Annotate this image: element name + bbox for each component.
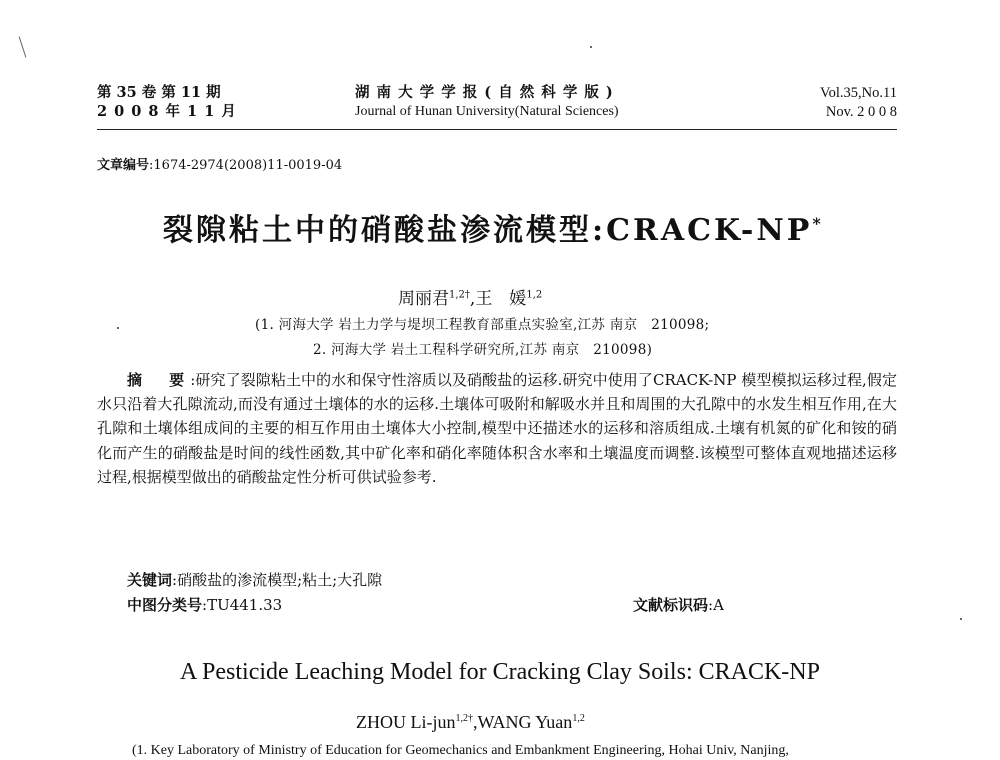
classification <box>127 594 282 615</box>
author-2-en: WANG Yuan <box>477 712 573 732</box>
author-1-en-affil: 1,2† <box>455 713 473 724</box>
author-1-en: ZHOU Li-jun <box>356 712 456 732</box>
keywords-label: 关键词 <box>127 571 173 589</box>
title-en: A Pesticide Leaching Model for Cracking Clay Soils: CRACK-NP <box>180 659 820 685</box>
keywords-value: :硝酸盐的渗流模型;粘土;大孔隙 <box>172 571 383 589</box>
article-number <box>97 154 342 173</box>
abstract <box>97 368 897 489</box>
document-code-label: 文献标识码 <box>633 596 709 614</box>
issue-date-en: Nov. 2 0 0 8 <box>825 104 897 120</box>
affiliation-en-1: (1. Key Laboratory of Ministry of Education for Geomechanics and Embankment Engineering, Hohai Univ, Nanjing, <box>132 743 789 758</box>
header-rule <box>97 129 897 130</box>
article-number-label: 文章编号 <box>97 158 150 173</box>
scan-dot <box>117 327 119 329</box>
document-code-value: :A <box>708 596 724 614</box>
author-2-en-affil: 1,2 <box>572 713 585 724</box>
authors-cn <box>398 284 542 309</box>
keywords <box>127 569 382 590</box>
author-separator-cn: , <box>469 289 476 309</box>
article-number-value: :1674-2974(2008)11-0019-04 <box>149 158 343 173</box>
abstract-label: 摘 要 <box>127 371 191 389</box>
authors-en <box>356 712 585 733</box>
scan-dot <box>590 46 592 48</box>
author-2-cn-affil: 1,2 <box>526 289 543 301</box>
author-1-cn: 周丽君 <box>398 289 449 309</box>
author-1-cn-affil: 1,2† <box>449 289 470 301</box>
classification-value: :TU441.33 <box>202 596 283 614</box>
title-footnote-mark: * <box>812 214 824 233</box>
abstract-text: :研究了裂隙粘土中的水和保守性溶质以及硝酸盐的运移.研究中使用了CRACK-NP 模型模拟运移过程,假定水只沿着大孔隙流动,而没有通过土壤体的水的运移.土壤体可吸附和解吸水并且和周围的大孔隙中的水发生相互作用,在大孔隙和土壤体组成间的主要的相互作用由土壤体大小控制,模型中还描述水的运移和溶质组成.土壤有机氮的矿化和铵的硝化而产生的硝酸盐是时间的线性函数,其中矿化率和硝化率随体积含水率和土壤温度而调整.该模型可整体直观地描述运移过程,根据模型做出的硝酸盐定性分析可供试验参考. <box>97 371 897 486</box>
classification-label: 中图分类号 <box>127 596 203 614</box>
affiliation-cn-2: 2. 河海大学 岩土工程科学研究所,江苏 南京 210098) <box>313 342 653 358</box>
affiliation-cn-1: (1. 河海大学 岩土力学与堤坝工程教育部重点实验室,江苏 南京 210098; <box>255 317 710 333</box>
scan-mark <box>19 36 27 57</box>
title-cn-text: 裂隙粘土中的硝酸盐渗流模型:CRACK-NP <box>163 213 813 248</box>
volume-issue: 第 35 卷 第 11 期 <box>97 84 221 101</box>
author-separator-en: , <box>472 712 478 732</box>
document-code <box>633 594 724 615</box>
scan-dot <box>960 618 962 620</box>
author-2-cn: 王 媛 <box>475 289 527 309</box>
journal-name-cn: 湖 南 大 学 学 报 ( 自 然 科 学 版 ) <box>355 84 614 101</box>
title-cn <box>163 205 824 249</box>
issue-date: 2 0 0 8 年 1 1 月 <box>97 103 237 120</box>
volume-number-en: Vol.35,No.11 <box>820 85 897 101</box>
journal-name-en: Journal of Hunan University(Natural Sciences) <box>355 104 619 119</box>
